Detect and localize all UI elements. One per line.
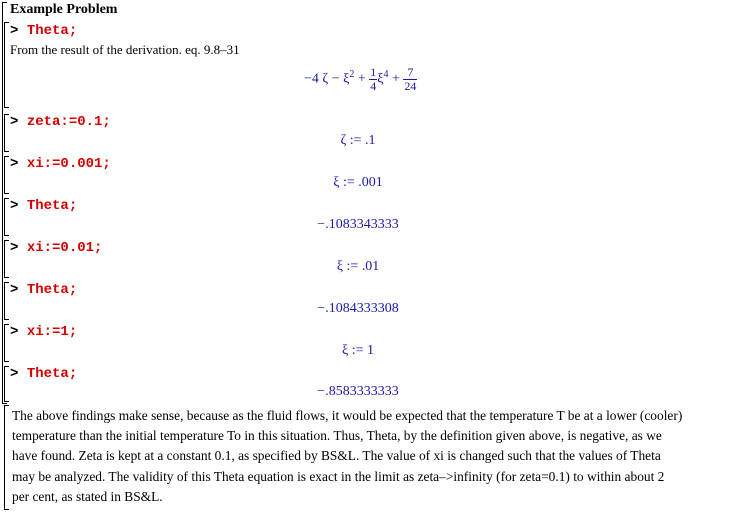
paragraph-line: have found. Zeta is kept at a constant 0.1, as specified by BS&L. The value of xi is changed such that the values of Theta bbox=[12, 448, 661, 464]
paragraph-line: per cent, as stated in BS&L. bbox=[12, 488, 163, 504]
paragraph-line: The above findings make sense, because as the fluid flows, it would be expected that the temperature T be at a lower (cooler) bbox=[12, 408, 683, 423]
input-line[interactable] bbox=[10, 240, 102, 258]
execution-group[interactable] bbox=[4, 198, 724, 236]
fraction bbox=[403, 66, 417, 93]
execution-group[interactable] bbox=[4, 240, 724, 278]
paragraph-line: may be analyzed. The validity of this Theta equation is exact in the limit as zeta–>infinity (for zeta=0.1) to within about 2 bbox=[12, 468, 665, 484]
prompt-symbol: > bbox=[10, 198, 19, 214]
prompt-symbol: > bbox=[10, 156, 19, 172]
prompt-symbol: > bbox=[10, 282, 19, 298]
maple-command[interactable]: Theta; bbox=[26, 282, 78, 298]
maple-command[interactable]: xi:=0.001; bbox=[26, 156, 111, 172]
fraction-numerator: 7 bbox=[403, 66, 417, 80]
input-line[interactable] bbox=[10, 114, 111, 132]
section-title: Example Problem bbox=[10, 2, 118, 17]
output-value: ζ := .1 bbox=[340, 133, 376, 148]
paragraph-line: temperature than the initial temperature To in this situation. Thus, Theta, by the definition given above, is negative, as we bbox=[12, 428, 662, 444]
maple-command[interactable]: zeta:=0.1; bbox=[26, 114, 111, 130]
math-exponent: 2 bbox=[349, 69, 355, 81]
prompt-symbol: > bbox=[10, 324, 19, 340]
fraction-denominator: 4 bbox=[370, 79, 377, 93]
output-value: −.1084333308 bbox=[317, 301, 399, 316]
fraction-denominator: 24 bbox=[404, 79, 417, 93]
group-bracket[interactable] bbox=[4, 22, 9, 108]
input-line[interactable] bbox=[10, 198, 77, 216]
math-exponent: 4 bbox=[383, 69, 389, 81]
execution-group[interactable] bbox=[4, 324, 724, 362]
execution-group[interactable] bbox=[4, 366, 724, 402]
output-value: ξ := .01 bbox=[336, 259, 380, 274]
input-line[interactable] bbox=[10, 156, 111, 174]
output-value: ξ := .001 bbox=[333, 175, 383, 190]
prompt-symbol: > bbox=[10, 23, 19, 39]
input-line[interactable] bbox=[10, 366, 77, 384]
execution-group[interactable] bbox=[4, 22, 724, 108]
input-line[interactable] bbox=[10, 324, 77, 342]
maple-command[interactable]: Theta; bbox=[26, 23, 78, 39]
theta-expression-output bbox=[304, 66, 417, 93]
math-term: −4 ζ − ξ bbox=[304, 71, 350, 87]
text-group-bracket[interactable] bbox=[4, 405, 9, 510]
maple-command[interactable]: Theta; bbox=[26, 198, 78, 214]
input-line[interactable] bbox=[10, 282, 77, 300]
execution-group[interactable] bbox=[4, 114, 724, 152]
comment-text[interactable]: From the result of the derivation. eq. 9.8–31 bbox=[10, 42, 240, 57]
maple-command[interactable]: xi:=0.01; bbox=[26, 240, 103, 256]
prompt-symbol: > bbox=[10, 366, 19, 382]
output-value: ξ := 1 bbox=[341, 343, 375, 358]
execution-group[interactable] bbox=[4, 282, 724, 320]
output-value: −.1083343333 bbox=[317, 217, 399, 232]
prompt-symbol: > bbox=[10, 240, 19, 256]
math-operator: + bbox=[392, 71, 400, 87]
output-value: −.8583333333 bbox=[317, 384, 399, 399]
execution-group[interactable] bbox=[4, 156, 724, 194]
maple-command[interactable]: Theta; bbox=[26, 366, 78, 382]
prompt-symbol: > bbox=[10, 114, 19, 130]
explanation-paragraph[interactable] bbox=[12, 406, 724, 507]
input-line[interactable] bbox=[10, 23, 77, 41]
fraction-numerator: 1 bbox=[370, 65, 377, 79]
math-term: ξ bbox=[377, 71, 384, 87]
maple-command[interactable]: xi:=1; bbox=[26, 324, 78, 340]
math-operator: + bbox=[357, 71, 366, 87]
